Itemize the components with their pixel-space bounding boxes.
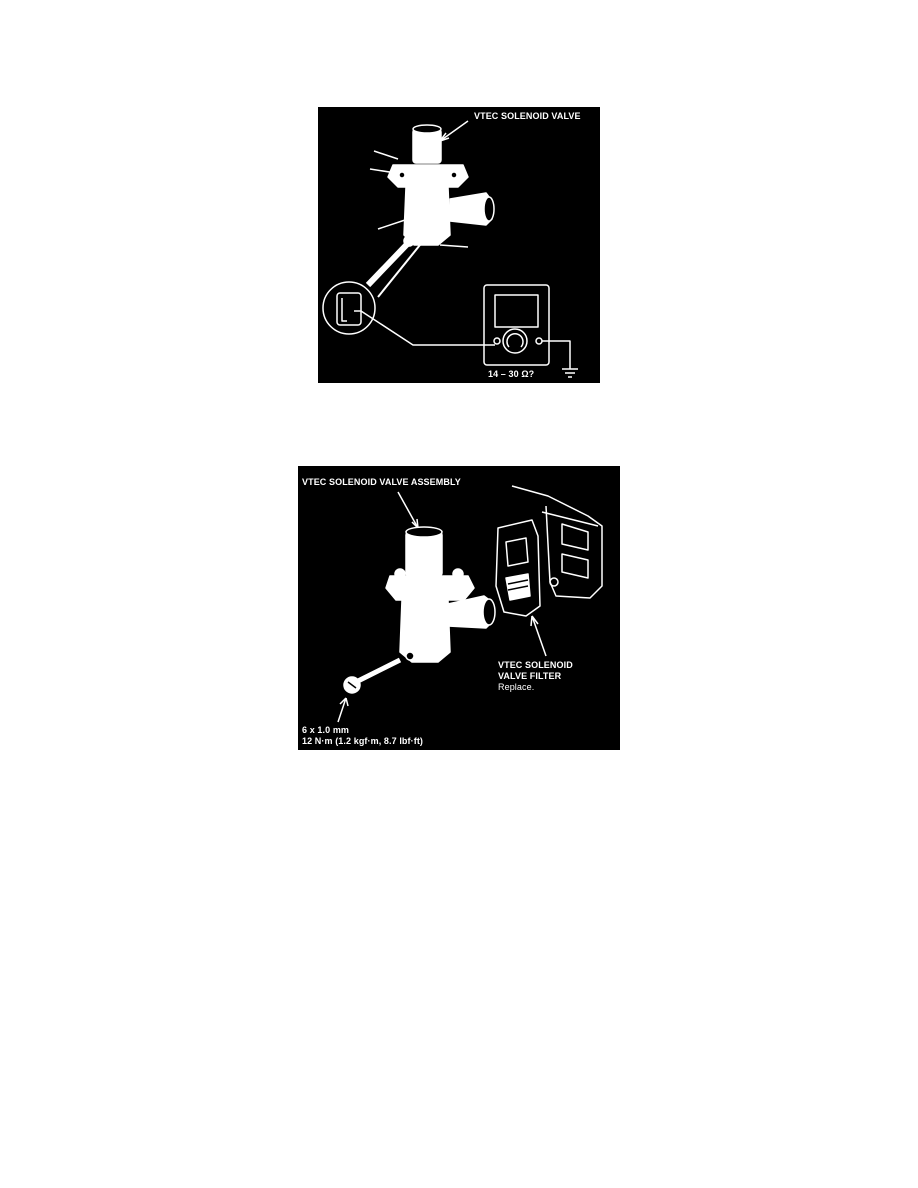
- solenoid-valve-assembly-icon: [386, 527, 495, 662]
- connector-terminal-icon: [323, 282, 375, 334]
- solenoid-assembly-diagram: [298, 466, 620, 750]
- resistance-spec: 14 – 30 Ω?: [488, 369, 535, 379]
- figure-title: VTEC SOLENOID VALVE: [474, 111, 581, 121]
- solenoid-valve-icon: [370, 125, 494, 247]
- ground-icon: [562, 369, 578, 377]
- bolt-icon: [344, 660, 400, 693]
- filter-label-line2: VALVE FILTER: [498, 671, 562, 681]
- bolt-size-spec: 6 x 1.0 mm: [302, 725, 350, 735]
- solenoid-resistance-figure: [318, 107, 600, 383]
- valve-filter-icon: [496, 520, 540, 616]
- solenoid-resistance-diagram: [318, 107, 600, 383]
- test-lead-line: [361, 311, 495, 345]
- ohmmeter-icon: [484, 285, 549, 365]
- torque-spec: 12 N·m (1.2 kgf·m, 8.7 lbf·ft): [302, 736, 424, 746]
- solenoid-assembly-figure: [298, 466, 620, 750]
- filter-label-line1: VTEC SOLENOID: [498, 660, 573, 670]
- filter-replace-note: Replace.: [498, 682, 535, 692]
- title-leader-line: [440, 121, 468, 141]
- figure-title: VTEC SOLENOID VALVE ASSEMBLY: [302, 477, 461, 487]
